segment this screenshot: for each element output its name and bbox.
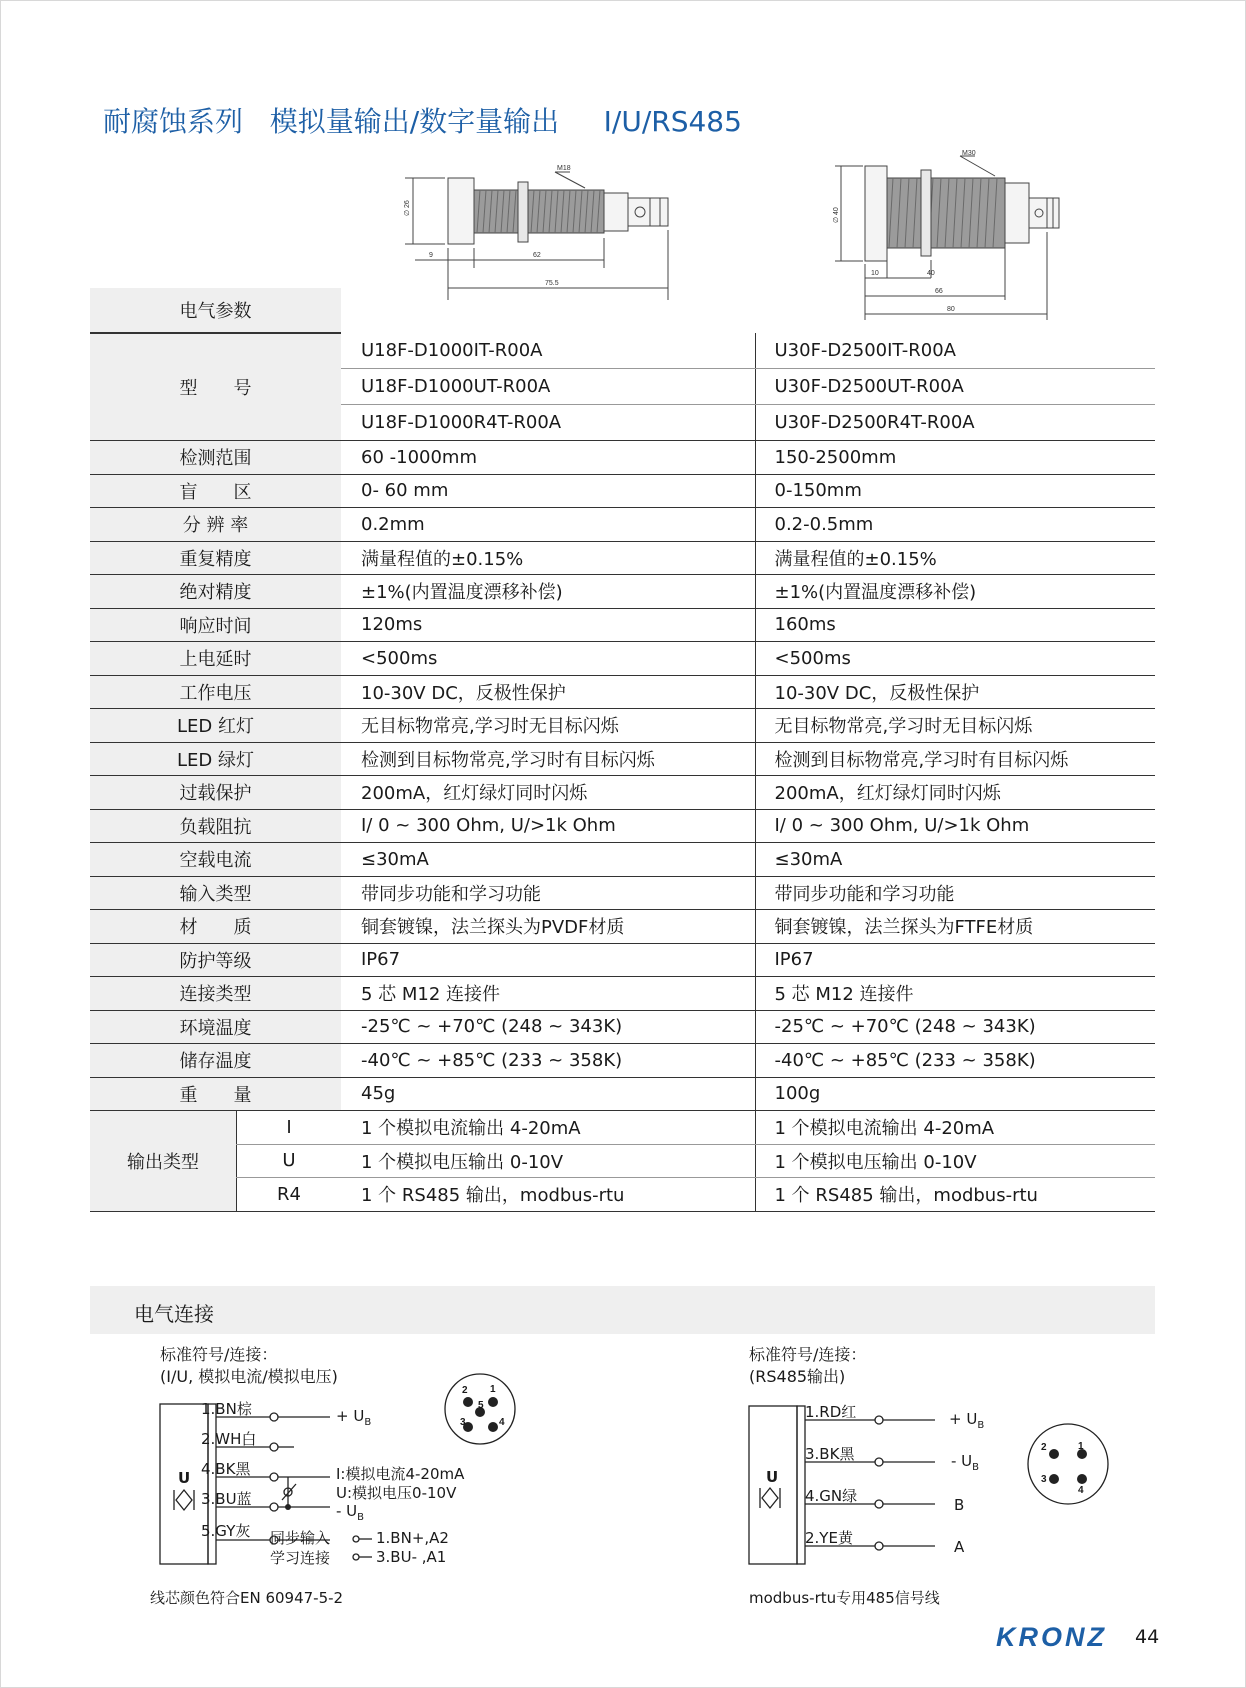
output-value-right: 1 个模拟电压输出 0-10V [755,1144,1155,1178]
spec-row [90,675,1155,709]
spec-row [90,1010,1155,1044]
rs485-vplus-sub: B [977,1420,985,1431]
spec-value-right: IP67 [755,943,1155,977]
spec-value-right: 满量程值的±0.15% [755,541,1155,575]
rs485-signal-b: B [954,1496,965,1514]
spec-label: 检测范围 [90,441,341,475]
model-left-3: U18F-D1000R4T-R00A [341,405,755,441]
spec-row [90,508,1155,542]
sync-input-label: 同步输入 [270,1529,331,1547]
spec-value-right: 5 芯 M12 连接件 [755,977,1155,1011]
model-right-1: U30F-D2500IT-R00A [755,333,1155,369]
spec-label: 防护等级 [90,943,341,977]
dim-total: 75.5 [545,280,559,287]
analog-vminus-sub: B [357,1512,365,1523]
learn-a1: 3.BU- ,A1 [376,1548,447,1566]
spec-value-left: IP67 [341,943,755,977]
spec-value-left: 0- 60 mm [341,474,755,508]
model-right-2: U30F-D2500UT-R00A [755,369,1155,405]
rs485-pin-2: 2 [1041,1442,1047,1453]
spec-value-left: <500ms [341,642,755,676]
analog-box-label: U [178,1469,191,1487]
analog-vplus-sub: B [364,1417,372,1428]
dim-thread-m30: 40 [927,270,935,277]
spec-row [90,943,1155,977]
spec-table [90,288,1155,1212]
spec-label: 负载阻抗 [90,809,341,843]
output-value-left: 1 个 RS485 输出，modbus-rtu [341,1178,755,1212]
spec-label: 盲 区 [90,474,341,508]
spec-label: 绝对精度 [90,575,341,609]
analog-vminus: - U [336,1502,358,1520]
analog-pin-5: 5 [478,1400,484,1411]
spec-label: LED 红灯 [90,709,341,743]
spec-row [90,977,1155,1011]
spec-value-left: 200mA，红灯绿灯同时闪烁 [341,776,755,810]
svg-text:- UB [951,1452,979,1473]
output-sub-label: U [237,1144,342,1178]
rs485-box-label: U [766,1468,779,1486]
rs485-wire-3: 3.BK黑 [805,1445,855,1463]
spec-value-left: 满量程值的±0.15% [341,541,755,575]
spec-value-left: ±1%(内置温度漂移补偿) [341,575,755,609]
spec-value-right: 无目标物常亮,学习时无目标闪烁 [755,709,1155,743]
spec-row [90,642,1155,676]
spec-label: 材 质 [90,910,341,944]
wire-4: 4.BK黑 [201,1460,251,1478]
rs485-caption-1: 标准符号/连接： [749,1345,867,1364]
analog-pin-4: 4 [499,1417,505,1428]
diameter-label-m30: ∅ 40 [833,207,840,223]
output-sub-label: I [237,1111,342,1145]
spec-value-left: 45g [341,1077,755,1111]
spec-label: 工作电压 [90,675,341,709]
rs485-footnote: modbus-rtu专用485信号线 [749,1589,940,1607]
spec-row [90,608,1155,642]
spec-label: LED 绿灯 [90,742,341,776]
spec-value-right: 检测到目标物常亮,学习时有目标闪烁 [755,742,1155,776]
rs485-signal-a: A [954,1538,965,1556]
spec-value-right: 160ms [755,608,1155,642]
spec-value-right: 0-150mm [755,474,1155,508]
analog-pin-2: 2 [462,1385,468,1396]
analog-footnote: 线芯颜色符合EN 60947-5-2 [150,1589,344,1607]
analog-caption-1: 标准符号/连接： [160,1345,278,1364]
output-value-left: 1 个模拟电压输出 0-10V [341,1144,755,1178]
spec-value-left: 无目标物常亮,学习时无目标闪烁 [341,709,755,743]
spec-value-right: <500ms [755,642,1155,676]
wiring-diagram-analog [150,1342,710,1622]
wiring-diagram-rs485 [740,1342,1130,1622]
spec-row [90,776,1155,810]
spec-label: 连接类型 [90,977,341,1011]
spec-value-left: ≤30mA [341,843,755,877]
spec-value-left: 5 芯 M12 连接件 [341,977,755,1011]
model-row [90,333,1155,369]
wire-2: 2.WH白 [201,1430,257,1448]
dim-mid-m30: 66 [935,288,943,295]
spec-value-left: 120ms [341,608,755,642]
spec-row [90,742,1155,776]
svg-text:+ UB [949,1410,984,1431]
model-left-2: U18F-D1000UT-R00A [341,369,755,405]
spec-value-left: -25℃ ~ +70℃ (248 ~ 343K) [341,1010,755,1044]
spec-header-row [90,288,1155,333]
output-row [90,1111,1155,1145]
spec-row [90,1077,1155,1111]
spec-value-right: 铜套镀镍，法兰探头为FTFE材质 [755,910,1155,944]
output-value-right: 1 个模拟电流输出 4-20mA [755,1111,1155,1145]
spec-row [90,876,1155,910]
output-value-left: 1 个模拟电流输出 4-20mA [341,1111,755,1145]
analog-pin-3: 3 [460,1417,466,1428]
page-number: 44 [1135,1626,1160,1648]
spec-value-right: 0.2-0.5mm [755,508,1155,542]
model-left-1: U18F-D1000IT-R00A [341,333,755,369]
learn-connect-label: 学习连接 [270,1549,331,1567]
dim-flange: 9 [429,252,433,259]
connection-title: 电气连接 [134,1302,214,1326]
wire-3: 3.BU蓝 [201,1490,252,1508]
page-title: 耐腐蚀系列 模拟量输出/数字量输出 I/U/RS485 [103,105,742,138]
spec-row [90,843,1155,877]
spec-label: 空载电流 [90,843,341,877]
spec-row [90,1044,1155,1078]
brand-logo: KRONZ [996,1622,1107,1652]
spec-header-label: 电气参数 [90,288,341,333]
analog-vplus: + U [336,1407,365,1425]
spec-label: 分 辨 率 [90,508,341,542]
spec-value-right: -25℃ ~ +70℃ (248 ~ 343K) [755,1010,1155,1044]
spec-row [90,541,1155,575]
spec-label: 重 量 [90,1077,341,1111]
rs485-vminus: - U [951,1452,973,1470]
dim-flange-m30: 10 [871,270,879,277]
spec-value-left: 铜套镀镍，法兰探头为PVDF材质 [341,910,755,944]
output-row [90,1144,1155,1178]
output-type-label: 输出类型 [90,1111,237,1212]
spec-label: 重复精度 [90,541,341,575]
rs485-caption-2: (RS485输出) [749,1367,846,1386]
spec-label: 上电延时 [90,642,341,676]
analog-pin-1: 1 [490,1384,496,1395]
wire-5: 5.GY灰 [201,1522,251,1540]
spec-value-right: -40℃ ~ +85℃ (233 ~ 358K) [755,1044,1155,1078]
thread-label-m30: M30 [962,150,976,157]
dim-total-m30: 80 [947,306,955,313]
rs485-vplus: + U [949,1410,978,1428]
spec-row [90,709,1155,743]
output-row [90,1178,1155,1212]
spec-value-right: ±1%(内置温度漂移补偿) [755,575,1155,609]
spec-value-right: 10-30V DC，反极性保护 [755,675,1155,709]
wire-1: 1.BN棕 [201,1400,252,1418]
spec-value-right: ≤30mA [755,843,1155,877]
learn-a2: 1.BN+,A2 [376,1529,449,1547]
spec-value-right: 带同步功能和学习功能 [755,876,1155,910]
spec-row [90,575,1155,609]
rs485-wire-4: 4.GN绿 [805,1487,858,1505]
output-value-right: 1 个 RS485 输出，modbus-rtu [755,1178,1155,1212]
spec-row [90,441,1155,475]
spec-label: 环境温度 [90,1010,341,1044]
diameter-label: ∅ 26 [404,200,411,216]
svg-text:+ UB [336,1407,371,1428]
dim-thread: 62 [533,252,541,259]
svg-text:- UB [336,1502,364,1523]
spec-row [90,474,1155,508]
spec-value-left: 0.2mm [341,508,755,542]
rs485-wire-1: 1.RD红 [805,1403,857,1421]
rs485-wire-2: 2.YE黄 [805,1529,853,1547]
rs485-vminus-sub: B [972,1462,980,1473]
connection-section-header [90,1286,1155,1334]
thread-label-m18: M18 [557,165,571,172]
spec-label: 输入类型 [90,876,341,910]
spec-label: 过载保护 [90,776,341,810]
rs485-pin-1: 1 [1078,1441,1084,1452]
rs485-pin-4: 4 [1078,1485,1084,1496]
spec-value-left: 60 -1000mm [341,441,755,475]
spec-value-left: I/ 0 ~ 300 Ohm, U/>1k Ohm [341,809,755,843]
output-sub-label: R4 [237,1178,342,1212]
spec-value-left: 带同步功能和学习功能 [341,876,755,910]
spec-row [90,809,1155,843]
spec-value-left: 检测到目标物常亮,学习时有目标闪烁 [341,742,755,776]
spec-value-right: I/ 0 ~ 300 Ohm, U/>1k Ohm [755,809,1155,843]
spec-label: 响应时间 [90,608,341,642]
model-right-3: U30F-D2500R4T-R00A [755,405,1155,441]
spec-value-right: 100g [755,1077,1155,1111]
spec-label: 储存温度 [90,1044,341,1078]
rs485-pin-3: 3 [1041,1474,1047,1485]
spec-value-left: 10-30V DC，反极性保护 [341,675,755,709]
analog-out-current: I:模拟电流4-20mA [336,1465,465,1483]
spec-value-right: 150-2500mm [755,441,1155,475]
spec-row [90,910,1155,944]
analog-caption-2: (I/U, 模拟电流/模拟电压) [160,1367,338,1386]
spec-value-right: 200mA，红灯绿灯同时闪烁 [755,776,1155,810]
model-label: 型 号 [90,333,341,441]
analog-out-voltage: U:模拟电压0-10V [336,1484,457,1502]
spec-value-left: -40℃ ~ +85℃ (233 ~ 358K) [341,1044,755,1078]
